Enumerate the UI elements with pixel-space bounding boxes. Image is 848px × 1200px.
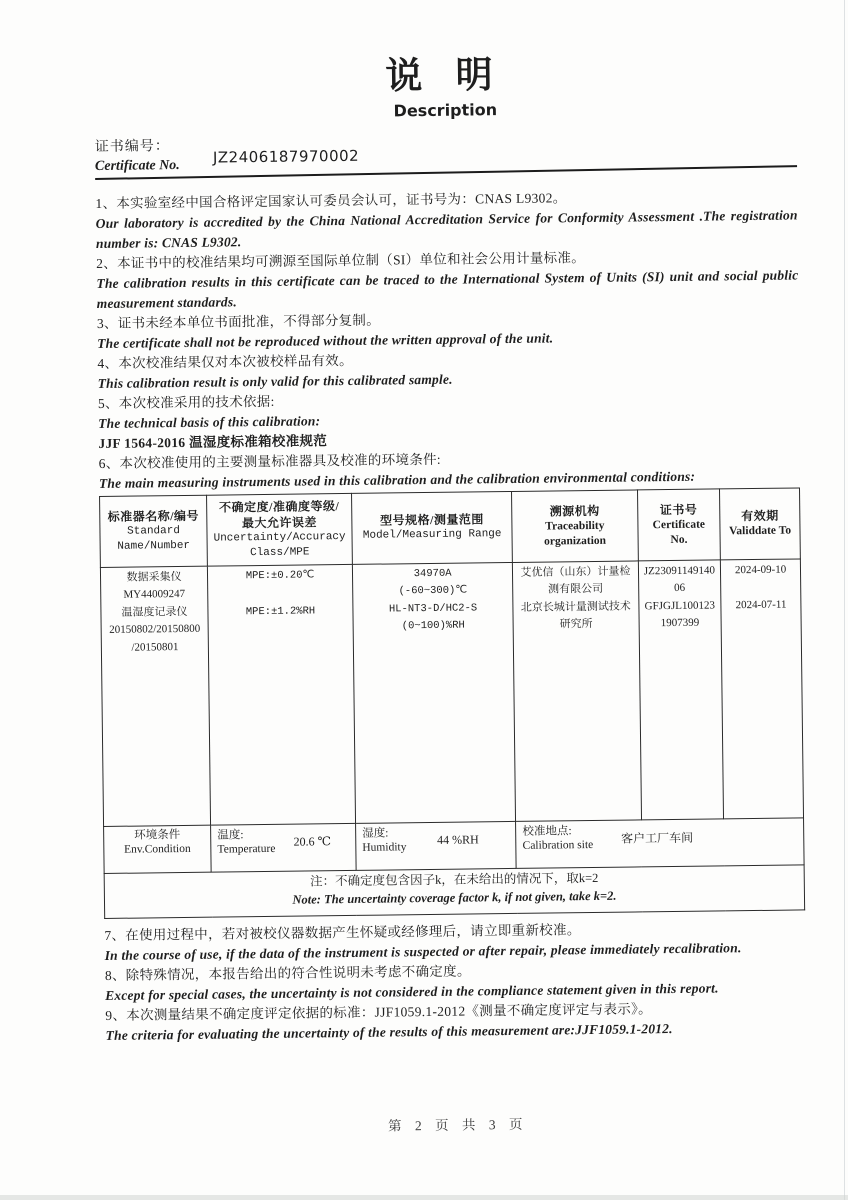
cell-valid-date	[721, 558, 804, 818]
standard-line-4: 20150802/20150800	[109, 622, 201, 636]
note-5-technical-basis: JJF 1564-2016 温湿度标准箱校准规范	[98, 432, 328, 451]
header-certificate-no	[637, 488, 720, 560]
cell-table-note	[104, 864, 804, 918]
calibration-site-label-en: Calibration site	[522, 839, 594, 852]
mpe-temperature: MPE:±0.20℃	[245, 568, 315, 582]
note-7-en: In the course of use, if the data of the instrument is suspected or after repair, please immediately recalibration.	[104, 939, 742, 963]
header-valid-date	[720, 487, 801, 559]
scan-edge-artifact-bottom	[0, 1195, 848, 1200]
cell-certificate-no	[638, 559, 724, 819]
header-model-range-cn: 型号规格/测量范围	[379, 512, 484, 528]
certificate-number-value: JZ2406187970002	[212, 146, 360, 167]
model-line-3: HL-NT3-D/HC2-S	[388, 601, 478, 616]
humidity-group	[358, 824, 514, 857]
cell-model-range	[352, 562, 515, 823]
model-line-1: 34970A	[413, 567, 452, 580]
header-model-range	[352, 491, 513, 564]
calibration-site-value: 客户工厂车间	[621, 830, 694, 846]
calibration-site-label-cn: 校准地点:	[522, 824, 572, 838]
header-uncertainty-en1: Uncertainty/Accuracy	[213, 530, 346, 545]
header-traceability	[512, 489, 638, 562]
temperature-label-cn: 温度:	[217, 828, 244, 842]
certificate-line-4: 1907399	[660, 616, 700, 630]
cell-humidity	[356, 821, 517, 870]
page-title: 说 明	[385, 55, 505, 98]
cell-calibration-site	[516, 817, 804, 868]
notes-list	[95, 185, 801, 494]
certificate-line-1: JZ23091149140	[643, 564, 715, 577]
certificate-line-2: 06	[674, 581, 686, 595]
header-standard-name-en1: Standard	[127, 524, 180, 538]
header-standard-name-en2: Name/Number	[117, 539, 191, 553]
certificate-line-3: GFJGJL100123	[644, 599, 716, 612]
calibration-site-group	[518, 820, 801, 854]
cell-temperature	[211, 823, 356, 872]
note-1-cn: 1、本实验室经中国合格评定国家认可委员会认可，证书号为：CNAS L9302。	[95, 189, 567, 211]
humidity-label-en: Humidity	[362, 841, 407, 854]
note-1-en: Our laboratory is accredited by the China National Accreditation Service for Conformity Assessment .The registration number is: CNAS L9302.	[95, 206, 798, 251]
header-certificate-no-en1: Certificate	[652, 518, 706, 531]
note-6-en: The main measuring instruments used in this calibration and the calibration environmental conditions:	[98, 468, 696, 491]
scan-edge-artifact-right	[844, 0, 845, 1200]
header-uncertainty	[207, 493, 353, 566]
note-7-cn: 7、在使用过程中，若对被校仪器数据产生怀疑或经修理后，请立即重新校准。	[104, 921, 581, 943]
humidity-label-cn: 湿度:	[362, 827, 389, 840]
calibration-site-label	[522, 824, 593, 854]
table-data-row	[100, 558, 803, 826]
header-uncertainty-cn2: 最大允许误差	[241, 514, 318, 530]
notes-list-after-table	[104, 917, 807, 1046]
note-6-cn: 6、本次校准使用的主要测量标准器具及校准的环境条件:	[98, 451, 442, 471]
header-valid-date-en: Validdate To	[729, 524, 792, 538]
valid-date-1: 2024-09-10	[734, 563, 787, 576]
temperature-group	[213, 825, 353, 858]
table-note-cn: 注：不确定度包含因子k，在未给出的情况下，取k=2	[310, 870, 599, 889]
env-condition-cn: 环境条件	[134, 828, 181, 842]
temperature-label-en: Temperature	[217, 842, 276, 856]
standards-table	[99, 487, 805, 919]
note-8-cn: 8、除特殊情况，本报告给出的符合性说明未考虑不确定度。	[104, 963, 471, 983]
table-environment-row	[104, 817, 805, 873]
header-valid-date-cn: 有效期	[741, 508, 779, 524]
valid-date-2: 2024-07-11	[735, 598, 787, 612]
header-standard-name-cn: 标准器名称/编号	[107, 508, 200, 524]
table-note-row	[104, 864, 804, 918]
certificate-label-en: Certificate No.	[94, 157, 180, 174]
humidity-label	[362, 826, 406, 856]
standard-line-2: MY44009247	[123, 588, 186, 601]
note-4-en: This calibration result is only valid for this calibrated sample.	[97, 371, 453, 391]
note-3-en: The certificate shall not be reproduced without the written approval of the unit.	[97, 329, 554, 351]
table-header-row	[100, 487, 801, 567]
traceability-org-2: 北京长城计量测试技术研究所	[520, 600, 631, 631]
note-4-cn: 4、本次校准结果仅对本次被校样品有效。	[97, 352, 353, 371]
traceability-org-1: 艾优信（山东）计量检测有限公司	[520, 565, 631, 596]
note-9-cn: 9、本次测量结果不确定度评定依据的标准：JJF1059.1-2012《测量不确定度评定与表示》。	[105, 1000, 652, 1023]
header-uncertainty-cn1: 不确定度/准确度等级/	[219, 498, 340, 515]
note-5-cn: 5、本次校准采用的技术依据:	[97, 393, 275, 411]
model-line-2: (-60~300)℃	[398, 584, 468, 598]
page-number-footer: 第 2 页 共 3 页	[387, 1116, 528, 1134]
standard-line-3: 温湿度记录仪	[121, 605, 188, 619]
note-2-en: The calibration results in this certificate can be traced to the International System of Units (SI) unit and social public measurement standards.	[96, 266, 799, 311]
certificate-label-cn: 证书编号：	[94, 138, 170, 155]
cell-mpe	[207, 564, 355, 825]
cell-env-condition	[104, 825, 212, 873]
cell-standard-name	[100, 566, 210, 826]
header-traceability-en1: Traceability	[545, 519, 605, 533]
standard-line-1: 数据采集仪	[126, 570, 182, 584]
cell-traceability	[513, 560, 641, 821]
note-9-en: The criteria for evaluating the uncertainty of the results of this measurement are:JJF1059.1-2012.	[105, 1020, 673, 1043]
model-line-4: (0~100)%RH	[401, 619, 465, 633]
header-uncertainty-en2: Class/MPE	[249, 545, 310, 559]
note-3-cn: 3、证书未经本单位书面批准，不得部分复制。	[96, 312, 381, 331]
note-8-en: Except for special cases, the uncertainty is not considered in the compliance statement given in this report.	[105, 980, 719, 1003]
standard-line-5: /20150801	[131, 640, 179, 654]
note-5-en: The technical basis of this calibration:	[98, 412, 321, 431]
header-traceability-en2: organization	[543, 534, 607, 548]
header-standard-name	[100, 495, 208, 567]
header-certificate-no-en2: No.	[670, 533, 688, 546]
header-model-range-en: Model/Measuring Range	[362, 528, 502, 542]
page-subtitle: Description	[393, 99, 498, 120]
env-condition-label	[106, 827, 208, 857]
temperature-label	[217, 827, 275, 857]
header-certificate-no-cn: 证书号	[659, 502, 698, 517]
humidity-value: 44 %RH	[437, 831, 479, 847]
note-2-cn: 2、本证书中的校准结果均可溯源至国际单位制（SI）单位和社会公用计量标准。	[96, 249, 586, 271]
mpe-humidity: MPE:±1.2%RH	[245, 605, 316, 619]
header-traceability-cn: 溯源机构	[549, 503, 600, 519]
env-condition-en: Env.Condition	[123, 842, 191, 856]
temperature-value: 20.6 ℃	[293, 833, 332, 849]
table-note-en: Note: The uncertainty coverage factor k, if not given, take k=2.	[292, 888, 617, 907]
